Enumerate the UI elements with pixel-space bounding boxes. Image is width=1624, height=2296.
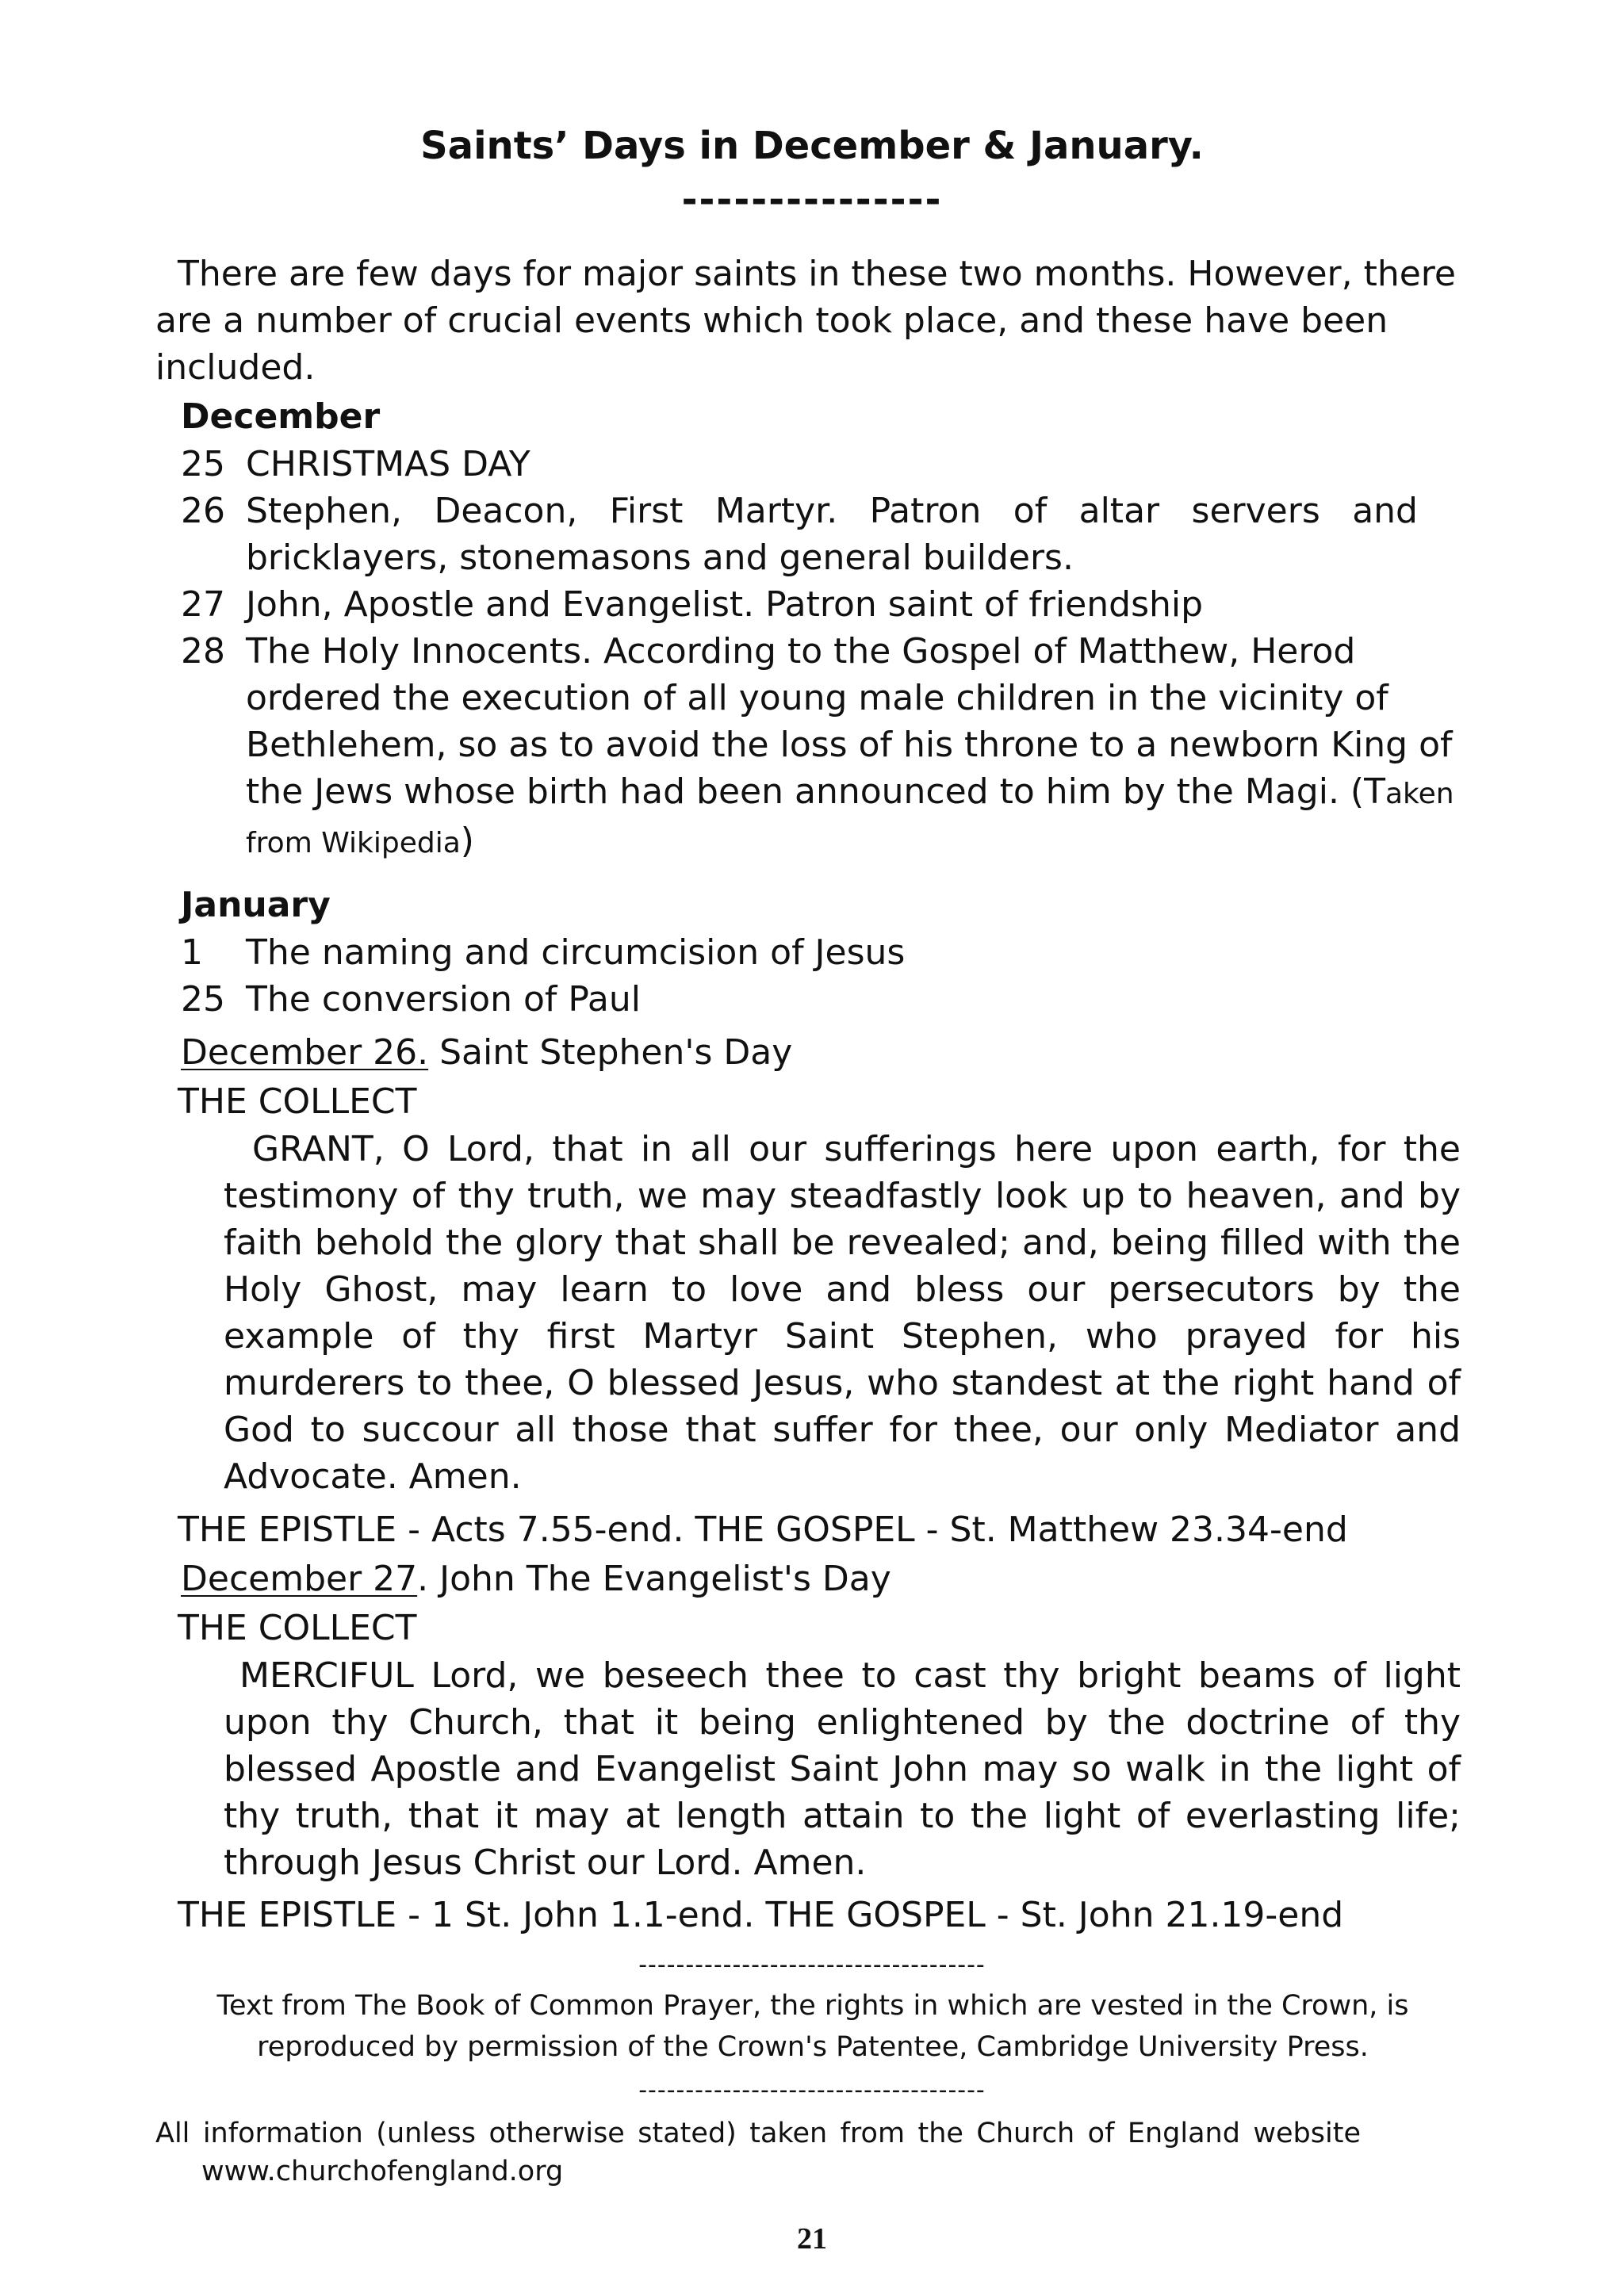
month-heading-december: December bbox=[181, 396, 381, 437]
entry-day: 27 bbox=[181, 584, 225, 625]
list-item bbox=[181, 488, 1465, 581]
entry-text: CHRISTMAS DAY bbox=[246, 444, 530, 484]
divider-upper: ------------------------------------- bbox=[638, 1951, 986, 1979]
title-divider: --------------- bbox=[681, 178, 943, 222]
john-collect-label: THE COLLECT bbox=[178, 1608, 417, 1648]
list-item bbox=[181, 929, 1465, 976]
entry-text: The conversion of Paul bbox=[246, 979, 641, 1020]
entry-text: The naming and circumcision of Jesus bbox=[246, 932, 906, 973]
entry-text: The Holy Innocents. According to the Gospel of Matthew, Herod ordered the execution of all young male children in the vicinity of Bethlehem, so as to avoid the loss of his throne to a newborn King of the Jews whose birth had been announced to him by the Magi. (T bbox=[246, 631, 1453, 812]
month-heading-january: January bbox=[181, 885, 331, 925]
stephen-readings: THE EPISTLE - Acts 7.55-end. THE GOSPEL - St. Matthew 23.34-end bbox=[178, 1510, 1348, 1550]
entry-day: 25 bbox=[181, 444, 225, 484]
entry-day: 1 bbox=[181, 932, 203, 973]
december-entries bbox=[181, 441, 1465, 867]
entry-source: aken from Wikipedia bbox=[246, 778, 1454, 859]
footer-info: All information (unless otherwise stated) taken from the Church of England website bbox=[155, 2118, 1361, 2149]
january-entries bbox=[181, 929, 1465, 1023]
entry-day: 26 bbox=[181, 491, 225, 531]
stephen-title: Saint Stephen's Day bbox=[428, 1032, 793, 1073]
stephen-collect-text: GRANT, O Lord, that in all our sufferings here upon earth, for the testimony of thy truth, we may steadfastly look up to heaven, and by faith behold the glory that shall be revealed; and, being filled with the Holy Ghost, may learn to love and bless our persecutors by the example of thy first Martyr Saint Stephen, who prayed for his murderers to thee, O blessed Jesus, who standest at the right hand of God to succour all those that suffer for thee, our only Mediator and Advocate. Amen. bbox=[224, 1129, 1461, 1497]
john-title: . John The Evangelist's Day bbox=[417, 1559, 891, 1599]
john-collect-text: MERCIFUL Lord, we beseech thee to cast thy bright beams of light upon thy Church, that it being enlightened by the doctrine of thy blessed Apostle and Evangelist Saint John may so walk in the light of thy truth, that it may at length attain to the light of everlasting life; through Jesus Christ our Lord. Amen. bbox=[224, 1655, 1461, 1883]
john-day-heading bbox=[181, 1556, 891, 1602]
page-number: 21 bbox=[797, 2222, 827, 2256]
entry-text: John, Apostle and Evangelist. Patron saint of friendship bbox=[246, 584, 1204, 625]
entry-closing: ) bbox=[460, 821, 474, 861]
copyright-notice: Text from The Book of Common Prayer, the rights in which are vested in the Crown, is reproduced by permission of the Crown's Patentee, Cambridge University Press. bbox=[216, 1990, 1409, 2063]
list-item bbox=[181, 441, 1465, 488]
stephen-day-heading bbox=[181, 1029, 792, 1076]
list-item bbox=[181, 628, 1465, 867]
entry-day: 28 bbox=[181, 631, 225, 672]
footer-url: www.churchofengland.org bbox=[201, 2156, 564, 2187]
stephen-date: December 26. bbox=[181, 1032, 429, 1073]
list-item bbox=[181, 976, 1465, 1023]
list-item bbox=[181, 581, 1465, 628]
entry-text: Stephen, Deacon, First Martyr. Patron of altar servers and bricklayers, stonemasons and general builders. bbox=[246, 491, 1418, 578]
stephen-collect-label: THE COLLECT bbox=[178, 1081, 417, 1122]
john-date: December 27 bbox=[181, 1559, 418, 1599]
entry-day: 25 bbox=[181, 979, 225, 1020]
john-readings: THE EPISTLE - 1 St. John 1.1-end. THE GOSPEL - St. John 21.19-end bbox=[178, 1895, 1344, 1935]
page-title: Saints’ Days in December & January. bbox=[420, 124, 1204, 168]
intro-paragraph: There are few days for major saints in these two months. However, there are a number of crucial events which took place, and these have been included. bbox=[155, 254, 1456, 388]
divider-lower: ------------------------------------- bbox=[638, 2076, 986, 2104]
